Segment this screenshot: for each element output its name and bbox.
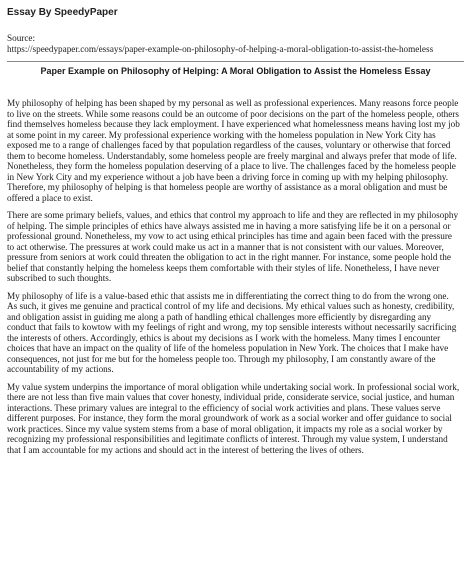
header-divider	[7, 61, 464, 62]
source-label: Source:	[7, 33, 36, 43]
source-url: https://speedypaper.com/essays/paper-example-on-philosophy-of-helping-a-moral-obligation-to-assist-the-homeless	[7, 44, 434, 54]
essay-paragraph-3: My philosophy of life is a value-based ethic that assists me in differentiating the correct thing to do from the wrong one. As such, it gives me genuine and practical control of my life and decisions. My ethical values such as honesty, credibility, and obligation assist in guiding me along a path of handling ethical challenges more efficiently by disregarding any conduct that fails to kowtow with my feelings of right and wrong, my top sensible interests without necessarily sacrificing the interests of others. Accordingly, ethics is about my decisions as I work with the homeless. Many times I encounter choices that have an impact on the quality of life of the homeless population in New York. The choices that I make have consequences, not just for me but for the homeless people too. Through my philosophy, I am constantly aware of the accountability of my actions.	[7, 290, 457, 374]
essay-paragraph-2: There are some primary beliefs, values, and ethics that control my approach to life and they are reflected in my philosophy of helping. The simple principles of ethics have always assisted me in having a more satisfying life be it on a personal or professional ground. Nonetheless, my vow to act using ethical principles has time and again been faced with the pressure to act otherwise. The pressures at work could make us act in a manner that is not consistent with our values. Moreover, pressure from seniors at work could threaten the obligation to act in the right manner. For instance, some people hold the belief that constantly helping the homeless keeps them comfortable with their styles of life. Nonetheless, I have never subscribed to such thoughts.	[7, 210, 459, 283]
essay-paragraph-4: My value system underpins the importance of moral obligation while undertaking social work. In professional social work, there are not less than five main values that cover honesty, individual pride, considerate service, social justice, and human interactions. These primary values are integral to the efficiency of social work activities and plans. These values serve different purposes. For instance, they form the moral groundwork of work as a social worker and offer guidance to social work practices. Since my value system stems from a base of moral obligation, it impacts my role as a social worker by recognizing my professional responsibilities and legitimate conflicts of interest. Through my value system, I understand that I am accountable for my actions and should act in the interest of bettering the lives of others.	[7, 381, 460, 455]
essay-paragraph-1: My philosophy of helping has been shaped by my personal as well as professional experiences. Many reasons force people to live on the streets. While some reasons could be an outcome of poor decisions on the part of the homeless people, others find themselves homeless because they lack employment. I have experienced what homelessness means having lost my job at some point in my career. My professional experience working with the homeless population in New York City has exposed me to a range of challenges faced by that population regardless of the causes, voluntary or otherwise that forced them to become homeless. Understandably, some homeless people are freely marginal and always prefer that mode of life. Nonetheless, they form the homeless population deserving of a place to live. The challenges faced by the homeless people in New York City and my experience without a job have been a driving force in coming up with my helping philosophy. Therefore, my philosophy of helping is that homeless people are worthy of assistance as a moral obligation and must be offered a place to exist.	[7, 98, 460, 203]
essay-title: Paper Example on Philosophy of Helping: A Moral Obligation to Assist the Homeless Essay	[40, 66, 431, 76]
brand-header: Essay By SpeedyPaper	[7, 7, 118, 18]
